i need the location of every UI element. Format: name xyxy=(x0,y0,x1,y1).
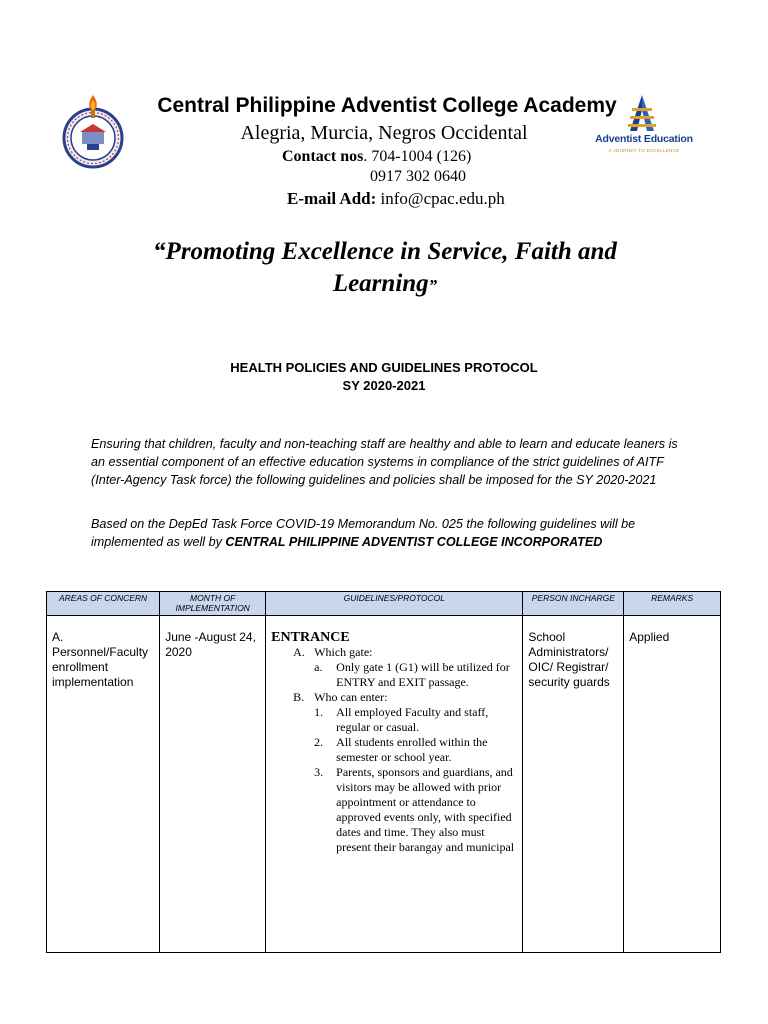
contact-number-mobile: 0917 302 0640 xyxy=(370,168,466,185)
document-title xyxy=(0,359,768,395)
list-text: Who can enter: xyxy=(314,690,388,704)
list-text: Only gate 1 (G1) will be utilized for ENTRY and EXIT passage. xyxy=(336,660,510,689)
email-address xyxy=(287,189,505,209)
email-label: E-mail Add: xyxy=(287,189,377,208)
document-title-main: HEALTH POLICIES AND GUIDELINES PROTOCOL xyxy=(230,360,538,375)
guidelines-heading: ENTRANCE xyxy=(271,630,350,645)
cell-area: A. Personnel/Faculty enrollment implementation xyxy=(47,616,160,953)
list-marker: B. xyxy=(293,690,305,704)
cell-month: June -August 24, 2020 xyxy=(160,616,266,953)
list-item xyxy=(271,735,517,765)
list-item xyxy=(271,690,517,705)
cell-guidelines xyxy=(266,616,523,953)
cell-person-incharge: School Administrators/ OIC/ Registrar/ security guards xyxy=(523,616,624,953)
header-person-incharge: PERSON INCHARGE xyxy=(523,592,624,616)
header-month-of-implementation: MONTH OF IMPLEMENTATION xyxy=(160,592,266,616)
list-marker: 2. xyxy=(314,735,324,749)
list-item xyxy=(271,765,517,855)
document-title-sy: SY 2020-2021 xyxy=(342,378,426,393)
school-name: Central Philippine Adventist College Academy xyxy=(157,94,617,117)
email-value: info@cpac.edu.ph xyxy=(376,189,505,208)
motto-line2: Learning xyxy=(332,270,429,297)
table-header-row xyxy=(47,592,721,616)
header-guidelines-protocol: GUIDELINES/PROTOCOL xyxy=(266,592,523,616)
list-marker: 3. xyxy=(314,765,324,779)
list-item xyxy=(271,645,517,660)
policy-table xyxy=(46,591,721,953)
list-item xyxy=(271,660,517,690)
list-marker: 1. xyxy=(314,705,324,719)
list-item xyxy=(271,705,517,735)
institution-name-bold: CENTRAL PHILIPPINE ADVENTIST COLLEGE INCORPORATED xyxy=(225,535,603,549)
adventist-education-logo-tagline: A JOURNEY TO EXCELLENCE xyxy=(608,148,680,153)
header-remarks: REMARKS xyxy=(624,592,721,616)
list-text: All employed Faculty and staff, regular or casual. xyxy=(336,705,489,734)
list-text: All students enrolled within the semester or school year. xyxy=(336,735,488,764)
school-address: Alegria, Murcia, Negros Occidental xyxy=(240,122,528,144)
cell-remarks: Applied xyxy=(624,616,721,953)
contact-numbers xyxy=(282,148,471,166)
table-row xyxy=(47,616,721,953)
list-text: Which gate: xyxy=(314,645,373,659)
list-marker: a. xyxy=(314,660,323,674)
contact-label: Contact nos xyxy=(282,148,364,165)
school-motto xyxy=(90,236,680,302)
list-text: Parents, sponsors and guardians, and visitors may be allowed with prior appointment or attendance to approved events only, with specified dates and time. They also must present their barangay and municipal xyxy=(336,765,515,854)
memorandum-paragraph xyxy=(91,515,681,551)
memorandum-text: Based on the DepEd Task Force COVID-19 Memorandum No. 025 the following guidelines will be implemented as well by xyxy=(91,517,636,549)
list-marker: A. xyxy=(293,645,305,659)
contact-value: . 704-1004 (126) xyxy=(363,148,472,165)
intro-paragraph: Ensuring that children, faculty and non-teaching staff are healthy and able to learn and educate leaners is an essential component of an effective education systems in compliance of the strict guidelines of AITF (Inter-Agency Task force) the following guidelines and policies shall be imposed for the SY 2020-2021 xyxy=(91,437,678,487)
motto-line1: “Promoting Excellence in Service, Faith and xyxy=(153,238,617,265)
header-areas-of-concern: AREAS OF CONCERN xyxy=(47,592,160,616)
motto-close-quote: ” xyxy=(428,276,438,295)
adventist-education-logo-text: Adventist Education xyxy=(595,133,693,145)
